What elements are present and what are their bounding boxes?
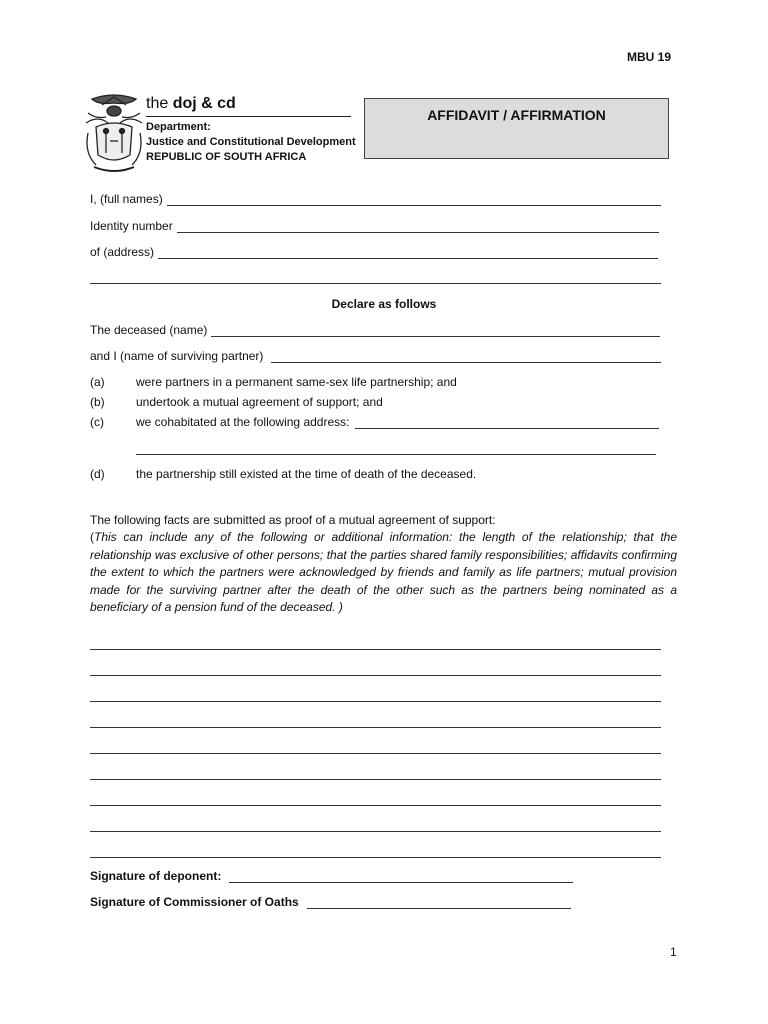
logo-name: doj & cd <box>172 95 236 112</box>
identity-label: Identity number <box>90 219 173 233</box>
dept-name: Justice and Constitutional Development <box>146 136 356 148</box>
facts-line-5[interactable] <box>90 753 661 754</box>
page-title: AFFIDAVIT / AFFIRMATION <box>427 107 606 123</box>
deponent-signature-row <box>90 869 573 883</box>
full-names-field[interactable] <box>167 194 661 206</box>
full-names-row <box>90 192 661 206</box>
item-b <box>90 395 383 409</box>
logo-underline <box>146 116 351 117</box>
deponent-signature-field[interactable] <box>229 871 573 883</box>
facts-note-text: This can include any of the following or additional information: the length of the relationship; that the relationship was exclusive of other persons; that the parties shared family responsibilities; affidavits confirming the extent to which the partners were acknowledged by friends and family as life partners; mutual provision made for the surviving partner after the death of the other such as the partners being nominated as a beneficiary of a pension fund of the deceased. ) <box>90 530 677 614</box>
item-c <box>90 415 659 429</box>
deceased-label: The deceased (name) <box>90 323 208 337</box>
item-d-label: (d) <box>90 467 105 481</box>
facts-line-6[interactable] <box>90 779 661 780</box>
commissioner-signature-row <box>90 895 571 909</box>
address-row <box>90 245 658 259</box>
deceased-name-field[interactable] <box>211 325 660 337</box>
item-b-label: (b) <box>90 395 105 409</box>
identity-field[interactable] <box>177 221 659 233</box>
address-label: of (address) <box>90 245 155 259</box>
address-field[interactable] <box>158 247 658 259</box>
commissioner-signature-field[interactable] <box>307 897 571 909</box>
surviving-label: and I (name of surviving partner) <box>90 349 264 363</box>
facts-line-8[interactable] <box>90 831 661 832</box>
item-d <box>90 467 476 481</box>
deponent-signature-label: Signature of deponent: <box>90 869 222 883</box>
title-box <box>364 98 669 159</box>
page-number: 1 <box>670 945 677 959</box>
facts-note-open-paren: ( <box>90 530 94 544</box>
facts-line-4[interactable] <box>90 727 661 728</box>
facts-intro: The following facts are submitted as proof of a mutual agreement of support: <box>90 513 496 527</box>
deceased-row <box>90 323 660 337</box>
identity-row <box>90 219 659 233</box>
cohabitation-address-line-2[interactable] <box>136 454 656 455</box>
cohabitation-address-field[interactable] <box>355 417 659 429</box>
item-d-text: the partnership still existed at the time of death of the deceased. <box>136 467 477 481</box>
item-c-text: we cohabitated at the following address: <box>136 415 350 429</box>
item-b-text: undertook a mutual agreement of support; and <box>136 395 383 409</box>
surviving-row <box>90 349 661 363</box>
country-name: REPUBLIC OF SOUTH AFRICA <box>146 151 307 163</box>
facts-line-3[interactable] <box>90 701 661 702</box>
form-code: MBU 19 <box>627 50 672 64</box>
item-a-text: were partners in a permanent same-sex life partnership; and <box>136 375 457 389</box>
item-c-label: (c) <box>90 415 104 429</box>
full-names-label: I, (full names) <box>90 192 163 206</box>
item-a <box>90 375 457 389</box>
item-a-label: (a) <box>90 375 105 389</box>
facts-line-1[interactable] <box>90 649 661 650</box>
facts-line-2[interactable] <box>90 675 661 676</box>
commissioner-signature-label: Signature of Commissioner of Oaths <box>90 895 299 909</box>
facts-line-9[interactable] <box>90 857 661 858</box>
facts-line-7[interactable] <box>90 805 661 806</box>
surviving-name-field[interactable] <box>271 351 661 363</box>
logo-prefix: the <box>146 95 173 112</box>
dept-label: Department: <box>146 121 211 133</box>
facts-note <box>90 529 677 617</box>
coat-of-arms-icon <box>84 93 144 177</box>
logo-wordmark <box>146 95 236 113</box>
declare-heading: Declare as follows <box>331 297 437 311</box>
address-field-line-2[interactable] <box>90 283 661 284</box>
